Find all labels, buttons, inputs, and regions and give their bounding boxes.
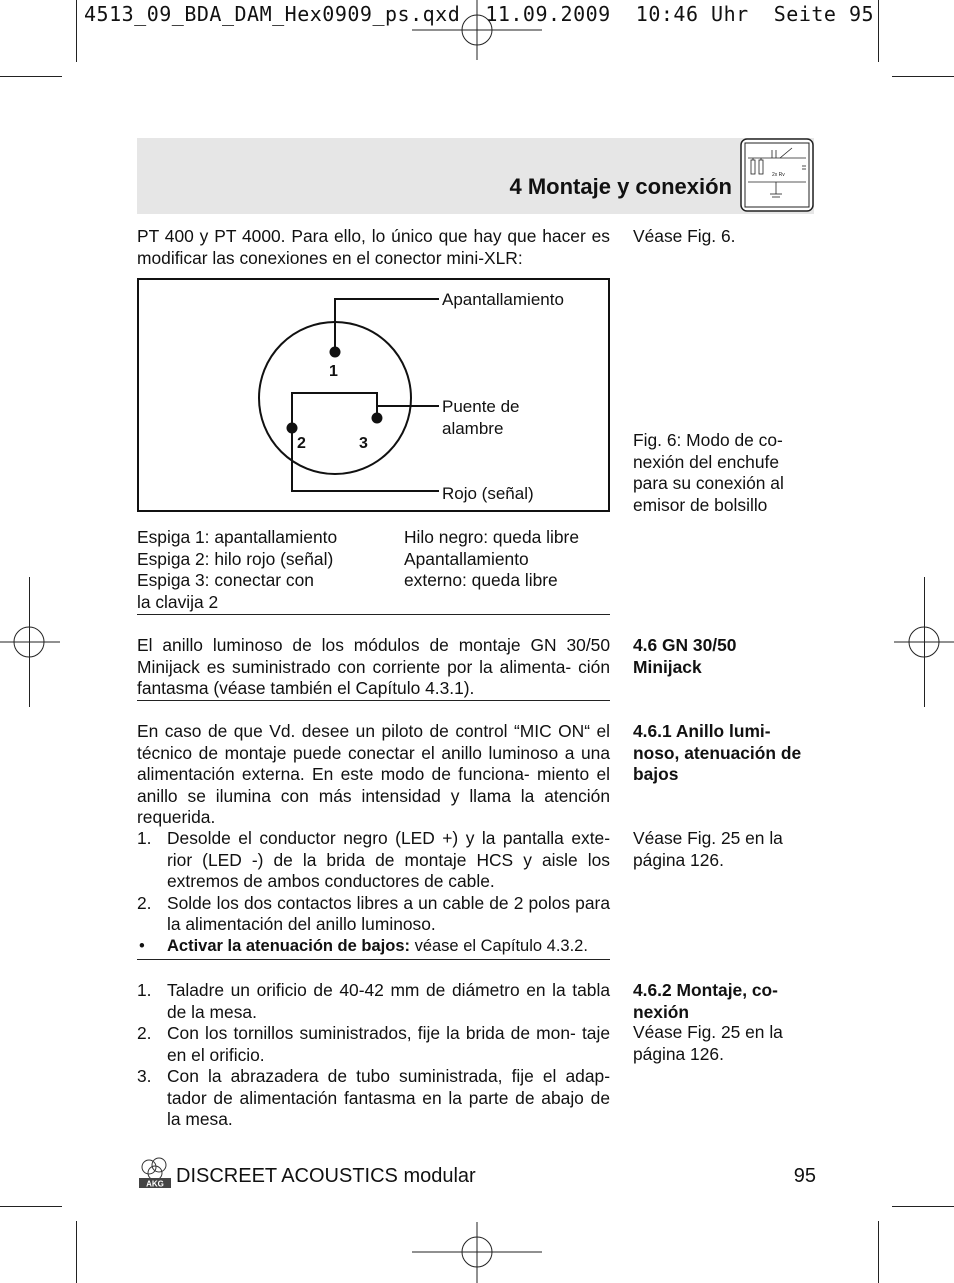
chapter-title: 4 Montaje y conexión — [509, 174, 732, 199]
list-item: 3. Con la abrazadera de tubo suministrada, fije el adap- tador de alimentación fantasma en la parte de abajo de la mesa. — [137, 1066, 610, 1129]
pin-table-row: Hilo negro: queda libre — [404, 527, 579, 547]
section-4-6-2-steps — [137, 980, 610, 1131]
list-item: 2. Solde los dos contactos libres a un cable de 2 polos para la alimentación del anillo luminoso. — [137, 892, 610, 934]
akg-logo-text: AKG — [146, 1179, 164, 1189]
figure-6-mini-xlr-diagram — [137, 278, 610, 512]
list-item: 2. Con los tornillos suministrados, fije la brida de mon- taje en el orificio. — [137, 1023, 610, 1065]
pin-table-row: Espiga 1: apantallamiento — [137, 527, 338, 547]
label-bridge-line1: Puente de — [442, 397, 520, 416]
figure-6-caption: Fig. 6: Modo de co- nexión del enchufe para su conexión al emisor de bolsillo — [633, 430, 784, 515]
bullet-symbol: • — [139, 937, 145, 955]
akg-logo-icon — [137, 1156, 173, 1190]
bullet-bold-text: Activar la atenuación de bajos: — [167, 937, 410, 955]
section-4-6-1-steps — [137, 828, 610, 936]
chapter-circuit-icon — [740, 138, 814, 212]
pin-3-label: 3 — [359, 435, 368, 452]
bullet-text: véase el Capítulo 4.3.2. — [410, 937, 588, 955]
label-bridge-line2: alambre — [442, 419, 504, 438]
intro-side-note: Véase Fig. 6. — [633, 226, 736, 246]
footer-title: DISCREET ACOUSTICS modular — [176, 1165, 476, 1187]
pin-1-dot — [330, 347, 341, 358]
pin-1-label: 1 — [329, 363, 338, 380]
pin-table-row: Apantallamiento — [404, 548, 529, 569]
section-4-6-2-side-note: Véase Fig. 25 en la página 126. — [633, 1022, 783, 1064]
figure-frame — [138, 279, 609, 511]
section-4-6-heading: 4.6 GN 30/50 Minijack — [633, 635, 737, 677]
pin-2-label: 2 — [297, 435, 306, 452]
slug-line: 4513_09_BDA_DAM_Hex0909_ps.qxd 11.09.2009 10:46 Uhr Seite 95 — [84, 2, 875, 26]
pin-table-right — [404, 527, 610, 592]
pin-table-row: Espiga 3: conectar con — [137, 570, 314, 590]
section-4-6-1-text: En caso de que Vd. desee un piloto de control “MIC ON“ el técnico de montaje puede conectar el anillo luminoso a una alimentación externa. En este modo de funciona- miento el anillo se ilumina con más intensidad y llama la atención requerida. — [137, 721, 610, 827]
list-item: 1. Taladre un orificio de 40-42 mm de diámetro en la tabla de la mesa. — [137, 980, 610, 1022]
page-number: 95 — [793, 1165, 816, 1187]
pin-2-dot — [287, 423, 298, 434]
list-item: 1. Desolde el conductor negro (LED +) y la pantalla exte- rior (LED -) de la brida de montaje HCS y aisle los extremos de ambos conductores de cable. — [137, 828, 610, 891]
label-red-signal: Rojo (señal) — [442, 484, 534, 503]
intro-text: PT 400 y PT 4000. Para ello, lo único que hay que hacer es modificar las conexiones en el conector mini-XLR: — [137, 226, 610, 268]
section-divider — [137, 614, 610, 615]
section-4-6-text: El anillo luminoso de los módulos de montaje GN 30/50 Minijack es suministrado con corriente por la alimenta- ción fantasma (véase también el Capítulo 4.3.1). — [137, 635, 610, 698]
pin-table-row: Espiga 2: hilo rojo (señal) — [137, 548, 334, 569]
bass-rolloff-bullet — [137, 936, 610, 958]
pin-3-dot — [372, 413, 383, 424]
label-shield: Apantallamiento — [442, 290, 564, 309]
section-divider — [137, 959, 610, 960]
icon-label: 2x Rv — [772, 172, 785, 178]
section-4-6-2-heading: 4.6.2 Montaje, co- nexión — [633, 980, 778, 1022]
pin-table-row: externo: queda libre — [404, 570, 558, 590]
section-4-6-1-heading: 4.6.1 Anillo lumi- noso, atenuación de bajos — [633, 721, 802, 784]
pin-table-row: la clavija 2 — [137, 591, 219, 612]
section-divider — [137, 700, 610, 701]
section-4-6-1-side-note: Véase Fig. 25 en la página 126. — [633, 828, 783, 870]
pin-table-left — [137, 527, 397, 613]
